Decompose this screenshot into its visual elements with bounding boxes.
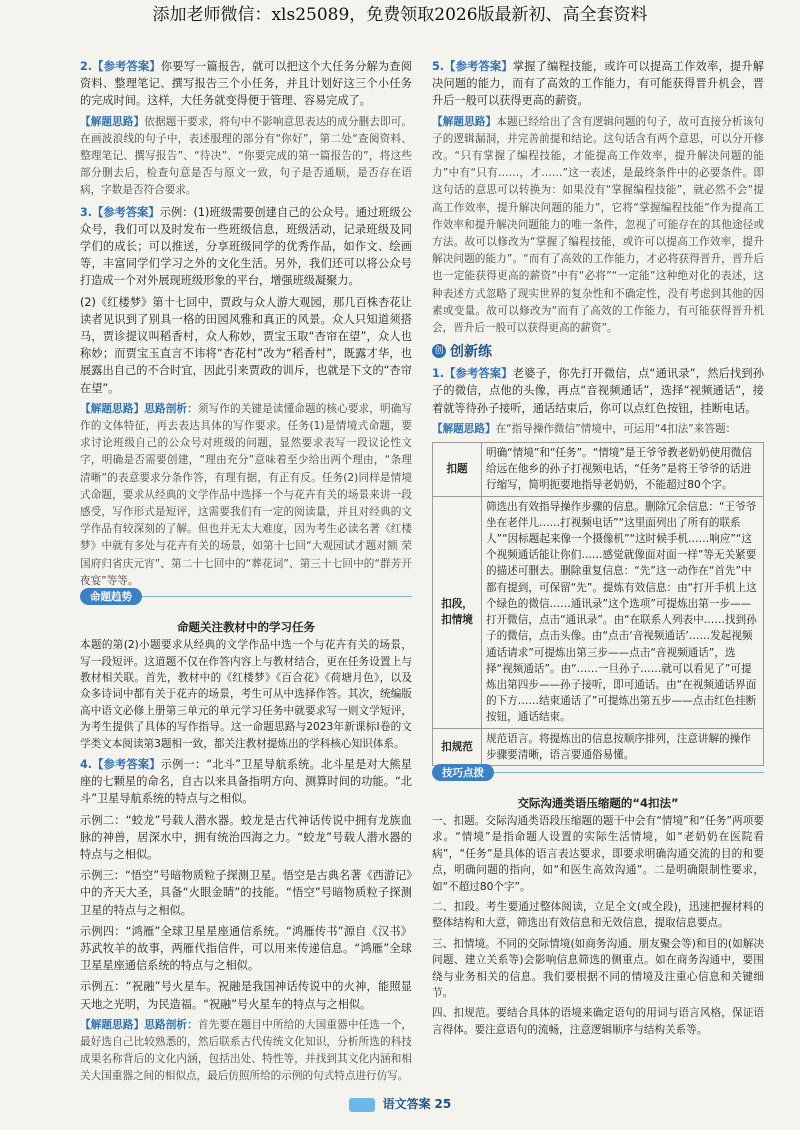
- thought-q3: [80, 401, 412, 590]
- table-key: 扣段，扣情境: [433, 496, 482, 728]
- thought-q4: [80, 1017, 412, 1086]
- table-key: 扣规范: [433, 728, 482, 765]
- tip-title: 交际沟通类语压缩题的“4扣法”: [517, 795, 679, 810]
- thought-q5: [432, 114, 764, 338]
- section-title: 创新练: [450, 344, 492, 361]
- publisher-logo-icon: [349, 1098, 375, 1112]
- table-row: [433, 443, 764, 497]
- question-number: 4.: [80, 757, 93, 771]
- answer-text: 示例：(1)班级需要创建自己的公众号。通过班级公众号，我们可以及时发布一些班级信息，班级活动，记录班级及同学们的成长；可以推送，分享班级同学的优秀作品，如作文、绘画等，丰富同学们学习之外的文化生活。另外，我们还可以将公众号打造成一个对外展现班级形象的平台，增强班级凝聚力。: [80, 205, 412, 288]
- tip-box: [432, 813, 764, 1038]
- thought-tag: 【解题思路】: [432, 422, 496, 435]
- trend-title: 命题关注教材中的学习任务: [177, 620, 315, 635]
- answer-text: 老婆子，你先打开微信，点“通讯录”，然后找到孙子的微信，点他的头像，再点“音视频通话”，选择“视频通话”，接着就等待孙子接听，通话结束后，你可以点红色按钮，挂断电话。: [432, 367, 764, 415]
- footer-label: 语文答案: [382, 1097, 431, 1111]
- promo-banner: 添加老师微信：xls25089，免费领取2026版最新初、高全套资料: [152, 5, 648, 25]
- answer-q4: [80, 756, 412, 808]
- method-table: [432, 442, 764, 766]
- question-number: 3.: [80, 205, 93, 219]
- left-column: [80, 58, 412, 1088]
- answer-q3: [80, 204, 412, 290]
- answer-tag: 【参考答案】: [92, 60, 161, 73]
- table-cell: 规范语言。将提炼出的信息按顺序排列，注意讲解的操作步骤要清晰，语言要通俗易懂。: [482, 728, 764, 765]
- tip-item: 四、扣规范。要结合具体的语境来确定语句的用词与语言风格，保证语言得体。要注意语句的流畅，注意逻辑顺序与结构关系等。: [432, 1007, 764, 1036]
- thought-text: 须写作的关键是读懂命题的核心要求，明确写作的文体特征，再去表达具体的写作要求。任务(1)是情境式命题，要求讨论班级自己的公众号对班级的问题，显然要求表写一段议论性文字，明确是否需要创建，“理由充分”意味着至少给出两个理由，“条理清晰”的表意要求分条作答，有理有据，有正有反。任务(2)同样是情境式命题，要求从经典的文学作品中选择一个与花卉有关的场景来讲一段感受，写作形式是短评，这需要我们有一定的阅读量，并且对经典的文学作品有较深刻的了解。但也并无太大难度，因为考生必读名著《红楼梦》中就有多处与花卉有关的场景，如第十七回“大观园试才题对额 荣国府归省庆元宵”、第二十七回中的“葬花词”、第三十七回中的“群芳开夜宴”等等。: [80, 402, 412, 587]
- innovation-icon: 创: [432, 344, 446, 358]
- trend-pill: 命题趋势: [80, 588, 142, 605]
- trend-text: 本题的第(2)小题要求从经典的文学作品中选一个与花卉有关的场景，写一段短评。这道题不仅在作答内容上与教材结合，更在任务设置上与教材相关联。首先，教材中的《红楼梦》《百合花》《荷塘月色》，以及众多诗词中都有关于花卉的场景，考生可从中选择作答。其次，统编版高中语文必修上册第三单元的单元学习任务中就要求写一则文学短评，为考生提供了具体的写作指导。这一命题思路与2023年新课标Ⅰ卷的文学类文本阅读第3题相一致，都关注教材提炼出的学科核心知识体系。: [80, 639, 412, 750]
- answer-text: 掌握了编程技能，或许可以提高工作效率，提升解决问题的能力，而有了高效的工作能力，有可能获得晋升机会，晋升后一般可以获得更高的薪资。: [432, 60, 764, 108]
- thought-tag: 【解题思路】: [80, 1018, 145, 1031]
- answer-q4-example4: 示例四：“鸿雁”全球卫星星座通信系统。“鸿雁传书”源自《汉书》苏武牧羊的故事，两雁代指信件，可以用来传递信息。“鸿雁”全球卫星星座通信系统的特点与之相似。: [80, 924, 412, 973]
- table-cell: 筛选出有效指导操作步骤的信息。删除冗余信息：“王爷爷坐在老伴儿……打视频电话”“这里面列出了所有的联系人”“因标题起来像一个摄像机”“这时候手机……响应”“这个视频通话能让你们……感觉就像面对面一样”等无关紧要的描述可删去。删除重复信息：“先”这一动作在“首先”中都有提到，可保留“先”。提炼有效信息：由“打开手机上这个绿色的微信……通讯录”这个选项”可提炼出第一步——打开微信，点击“通讯录”。由“在联系人列表中……找到孙子的微信，点击头像。由“点击‘音视频通话’……发起视频通话请求”可提炼出第三步——点击“音视频通话”，选择“视频通话”。由“……一旦孙子……就可以看见了”可提炼出第四步——孙子接听，即可通话。由“在视频通话界面的下方……结束通话了”可提炼出第五步——点击红色挂断按钮，通话结束。: [482, 496, 764, 728]
- answer-text: 示例一：“北斗”卫星导航系统。北斗星是对大熊星座的七颗星的命名，自古以来具备指明方向、测算时间的功能。“北斗”卫星导航系统的特点与之相似。: [80, 757, 412, 806]
- answer-q4-example3: 示例三：“悟空”号暗物质粒子探测卫星。悟空是古典名著《西游记》中的齐天大圣，具备“火眼金睛”的技能。“悟空”号暗物质粒子探测卫星的特点与之相似。: [80, 869, 412, 917]
- table-cell: 明确“情境”和“任务”。“情境”是王爷爷教老奶奶使用微信给远在他乡的孙子打视频电话，“任务”是将王爷爷的话进行缩写，简明扼要地指导老奶奶，不能超过80个字。: [482, 443, 764, 497]
- thought-text: 依据题干要求，将句中不影响意思表达的成分删去即可。在画波浪线的句子中，表述服理的部分有“你好”，第二处“查阅资料、整理笔记、撰写报告”、“待决”、“你要完成的第一篇报告的”，将这些部分删去后，检查句意是否与原文一致，句子是否通顺，是否存在语病，字数是否符合要求。: [80, 115, 412, 197]
- answer-tag: 【参考答案】: [92, 205, 160, 219]
- answer-page: [80, 58, 764, 1098]
- table-row: [433, 728, 764, 765]
- thought-text: 在“指导操作微信”情境中，可运用“4扣法”来答题：: [495, 422, 737, 435]
- page-footer: [0, 1095, 800, 1112]
- trend-box: [80, 637, 412, 752]
- thought-text: 首先要在题目中所给的大国重器中任选一个，最好选自己比较熟悉的，然后联系古代传统文化知识，分析所选的科技成果名称背后的文化内涵，包括出处、特性等，并找到其文化内涵和相关大国重器之间的相似点，最后仿照所给的示例的句式特点进行仿写。: [80, 1018, 412, 1083]
- question-number: 1.: [432, 367, 445, 381]
- tip-item: 三、扣情境。不同的交际情境(如商务沟通、朋友聚会等)和目的(如解决问题、建立关系等)会影响信息筛选的侧重点。如在商务沟通中，要围绕与业务相关的信息。我们要根据不同的情境及注重心信息和关键细节。: [432, 937, 764, 999]
- table-key: 扣题: [433, 443, 482, 497]
- thought-q2: [80, 114, 412, 200]
- answer-c1: [432, 365, 764, 417]
- question-number: 5.: [432, 60, 445, 73]
- tip-box-header: [432, 766, 764, 791]
- answer-q4-example5: 示例五：“祝融”号火星车。祝融是我国神话传说中的火神，能照显天地之光明，为民造福。“祝融”号火星车的特点与之相似。: [80, 980, 412, 1011]
- answer-q5: [432, 58, 764, 110]
- right-column: [432, 58, 764, 1088]
- trend-box-header: [80, 591, 412, 615]
- thought-tag: 【解题思路】: [80, 402, 145, 415]
- tip-item: 二、扣段。考生要通过整体阅读，立足全文(或全段)，迅速把握材料的整体结构和大意，筛选出有效信息和无效信息，提取信息要点。: [432, 900, 764, 930]
- thought-tag: 【解题思路】: [80, 115, 145, 128]
- answer-tag: 【参考答案】: [92, 757, 161, 771]
- answer-tag: 【参考答案】: [444, 60, 513, 73]
- tip-item: 一、扣题。交际沟通类语段压缩题的题干中会有“情境”和“任务”两项要求。“情境”是指命题人设置的实际生活情境，如“老奶奶在医院看病”，“任务”是具体的语言表达要求，即要求明确沟通交流的目的和要点，明确问题的指向，如“和医生高效沟通”。二是明确限制性要求，如“不超过80个字”。: [432, 814, 764, 893]
- thought-c1: [432, 421, 764, 438]
- answer-q4-example2: 示例二：“蛟龙”号载人潜水器。蛟龙是古代神话传说中拥有龙族血脉的神兽，居深水中，拥有统治四海之力。“蛟龙”号载人潜水器的特点与之相似。: [80, 813, 412, 861]
- question-number: 2.: [80, 60, 93, 73]
- thought-tag: 【解题思路】: [432, 115, 497, 128]
- answer-text: 你要写一篇报告，就可以把这个大任务分解为查阅资料、整理笔记、撰写报告三个小任务，并且计划好这三个小任务的完成时间。这样，大任务就变得便于管理、容易完成了。: [80, 60, 412, 108]
- answer-q3-part2: (2)《红楼梦》第十七回中，贾政与众人游大观园，那几百株杏花让读者见识到了别具一格的田园风雅和真正的风景。众人只知道须搭马，贾诊提议叫稻香村，众人称妙，贾宝玉取“杏帘在望”，众人也称妙；而贾宝玉直言不讳将“杏花村”改为“稻香村”，既露才华，也展露出自己的不合时宜，因此引来贾政的训斥，也就是下文的“杏帘在望”。: [80, 295, 412, 395]
- analysis-label: 思路剖析：: [144, 1018, 198, 1031]
- page-number: 25: [434, 1097, 452, 1111]
- table-row: [433, 496, 764, 728]
- thought-text: 本题已经给出了含有逻辑问题的句子，故可直接分析该句子的逻辑漏洞，并完善前提和结论。这句话含有两个意思，可以分开修改。“只有掌握了编程技能，才能提高工作效率，提升解决问题的能力”中有“只有……，才……”这一表述，是最终条件中的必要条件。即这句话的意思可以转换为：如果没有“掌握编程技能”，就必然不会“提高工作效率，提升解决问题的能力”，它将“掌握编程技能”作为提高工作效率和提升解决问题能力的唯一条件，忽视了可能存在的其他途径或方法。故可以修改为“掌握了编程技能，或许可以提高工作效率，提升解决问题的能力”。“而有了高效的工作能力，才必将获得晋升，晋升后也一定能获得更高的薪资”中有“必将”“一定能”这种绝对化的表述，这种表述方式忽略了现实世界的复杂性和不确定性，没有考虑到其他的因素或变量。故可以修改为“而有了高效的工作能力，有可能获得晋升机会，晋升后一般可以获得更高的薪资”。: [432, 115, 764, 335]
- analysis-label: 思路剖析：: [144, 402, 198, 415]
- answer-q2: [80, 58, 412, 110]
- answer-tag: 【参考答案】: [444, 367, 513, 381]
- section-header-innovation: [432, 341, 764, 361]
- tip-pill: 技巧点拨: [432, 764, 494, 781]
